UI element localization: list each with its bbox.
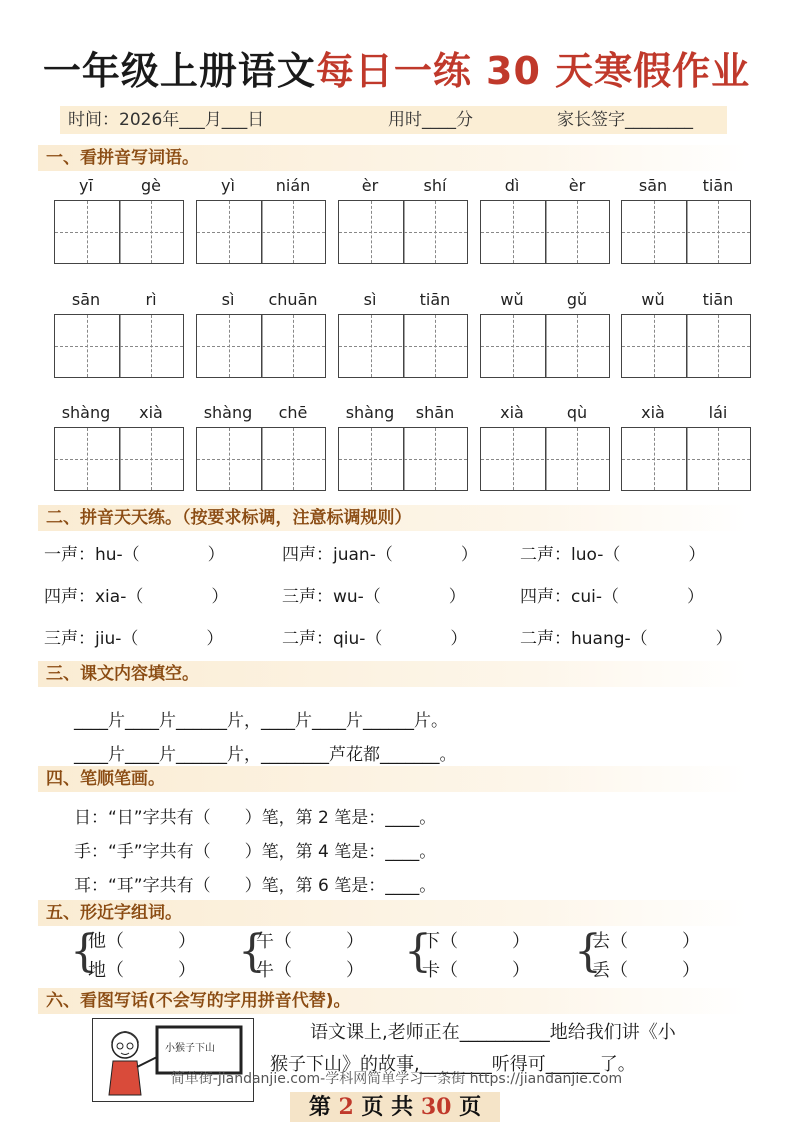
writing-box	[54, 427, 184, 491]
info-duration: 用时____分	[388, 110, 473, 130]
pinyin-label: lái	[708, 403, 728, 422]
similar-char-item: 他（ ）	[88, 931, 196, 952]
similar-char-item: 丢（ ）	[592, 960, 700, 981]
pinyin-label: gè	[141, 176, 161, 195]
pinyin-label: tiān	[702, 290, 734, 309]
tone-item: 四声：juan-（ ）	[282, 545, 478, 565]
pinyin-label: yī	[79, 176, 93, 195]
info-signature: 家长签字________	[557, 110, 693, 130]
page-total: 30	[420, 1094, 452, 1120]
writing-box	[621, 427, 751, 491]
page-current: 2	[338, 1094, 354, 1120]
writing-box	[338, 200, 468, 264]
tone-item: 二声：huang-（ ）	[520, 629, 733, 649]
writing-box	[338, 427, 468, 491]
info-bar	[60, 106, 727, 134]
board-text: 小猴子下山	[165, 1043, 215, 1054]
pinyin-label: xià	[500, 403, 524, 422]
section-3-heading: 三、课文内容填空。	[38, 661, 747, 687]
pinyin-label: gǔ	[566, 290, 588, 309]
writing-box	[621, 314, 751, 378]
page-prefix: 第	[308, 1094, 331, 1120]
similar-char-item: 午（ ）	[256, 931, 364, 952]
pinyin-label: èr	[568, 176, 586, 195]
page-title	[0, 40, 793, 95]
pinyin-label: shān	[415, 403, 455, 422]
pinyin-label: shí	[423, 176, 447, 195]
pinyin-label: shàng	[345, 403, 395, 422]
writing-box	[480, 427, 610, 491]
pinyin-label: chuān	[268, 290, 318, 309]
teacher-illustration	[92, 1018, 254, 1102]
writing-box	[338, 314, 468, 378]
pinyin-label: sān	[638, 176, 668, 195]
brace-icon: {	[238, 926, 266, 977]
stroke-line-1: 日：“日”字共有（ ）笔，第 2 笔是：____。	[74, 808, 437, 828]
tone-item: 二声：luo-（ ）	[520, 545, 706, 565]
pinyin-label: wǔ	[500, 290, 524, 309]
writing-box	[480, 314, 610, 378]
pinyin-label: tiān	[419, 290, 451, 309]
pinyin-label: tiān	[702, 176, 734, 195]
writing-box	[621, 200, 751, 264]
similar-char-item: 牛（ ）	[256, 960, 364, 981]
section-6-heading: 六、看图写话(不会写的字用拼音代替)。	[38, 988, 747, 1014]
tone-item: 四声：cui-（ ）	[520, 587, 704, 607]
fill-line-1: ____片____片______片，____片____片______片。	[74, 711, 448, 731]
pinyin-label: shàng	[203, 403, 253, 422]
title-part2: 每日一练 30 天寒假作业	[315, 49, 751, 93]
section-5-heading: 五、形近字组词。	[38, 900, 747, 926]
similar-char-item: 下（ ）	[422, 931, 530, 952]
pinyin-label: sān	[71, 290, 101, 309]
writing-box	[196, 200, 326, 264]
brace-icon: {	[404, 926, 432, 977]
section-2-heading: 二、拼音天天练。（按要求标调，注意标调规则）	[38, 505, 747, 531]
similar-char-item: 卡（ ）	[422, 960, 530, 981]
similar-char-item: 地（ ）	[88, 960, 196, 981]
tone-item: 三声：wu-（ ）	[282, 587, 466, 607]
brace-icon: {	[574, 926, 602, 977]
pinyin-label: yì	[221, 176, 235, 195]
pinyin-label: xià	[139, 403, 163, 422]
story-line-1: 语文课上,老师正在__________地给我们讲《小	[310, 1022, 676, 1043]
pinyin-label: sì	[363, 290, 377, 309]
brace-icon: {	[70, 926, 98, 977]
tone-item: 四声：xia-（ ）	[44, 587, 229, 607]
pinyin-label: dì	[504, 176, 520, 195]
page-number	[290, 1092, 500, 1122]
pinyin-label: sì	[221, 290, 235, 309]
title-part1: 一年级上册语文	[42, 49, 316, 93]
writing-box	[54, 314, 184, 378]
story-line-2: 猴子下山》的故事,________听得可______了。	[270, 1054, 636, 1075]
writing-box	[54, 200, 184, 264]
pinyin-label: xià	[641, 403, 665, 422]
stroke-line-2: 手：“手”字共有（ ）笔，第 4 笔是：____。	[74, 842, 437, 862]
page-suffix: 页	[459, 1094, 482, 1120]
section-1-heading: 一、看拼音写词语。	[38, 145, 747, 171]
section-4-heading: 四、笔顺笔画。	[38, 766, 747, 792]
tone-item: 三声：jiu-（ ）	[44, 629, 224, 649]
pinyin-label: chē	[278, 403, 308, 422]
pinyin-label: wǔ	[641, 290, 665, 309]
stroke-line-3: 耳：“耳”字共有（ ）笔，第 6 笔是：____。	[74, 876, 437, 896]
fill-line-2: ____片____片______片，________芦花都_______。	[74, 745, 457, 765]
pinyin-label: shàng	[61, 403, 111, 422]
pinyin-label: rì	[145, 290, 157, 309]
similar-char-item: 去（ ）	[592, 931, 700, 952]
writing-box	[196, 427, 326, 491]
writing-box	[196, 314, 326, 378]
page-mid: 页 共	[361, 1094, 414, 1120]
pinyin-label: nián	[275, 176, 311, 195]
pinyin-label: èr	[361, 176, 379, 195]
info-time: 时间：2026年___月___日	[68, 110, 265, 130]
tone-item: 二声：qiu-（ ）	[282, 629, 468, 649]
tone-item: 一声：hu-（ ）	[44, 545, 225, 565]
footer-site: 简单街-jiandanjie.com-学科网简单学习一条街 https://jiandanjie.com	[170, 1071, 623, 1087]
pinyin-label: qù	[566, 403, 588, 422]
writing-box	[480, 200, 610, 264]
